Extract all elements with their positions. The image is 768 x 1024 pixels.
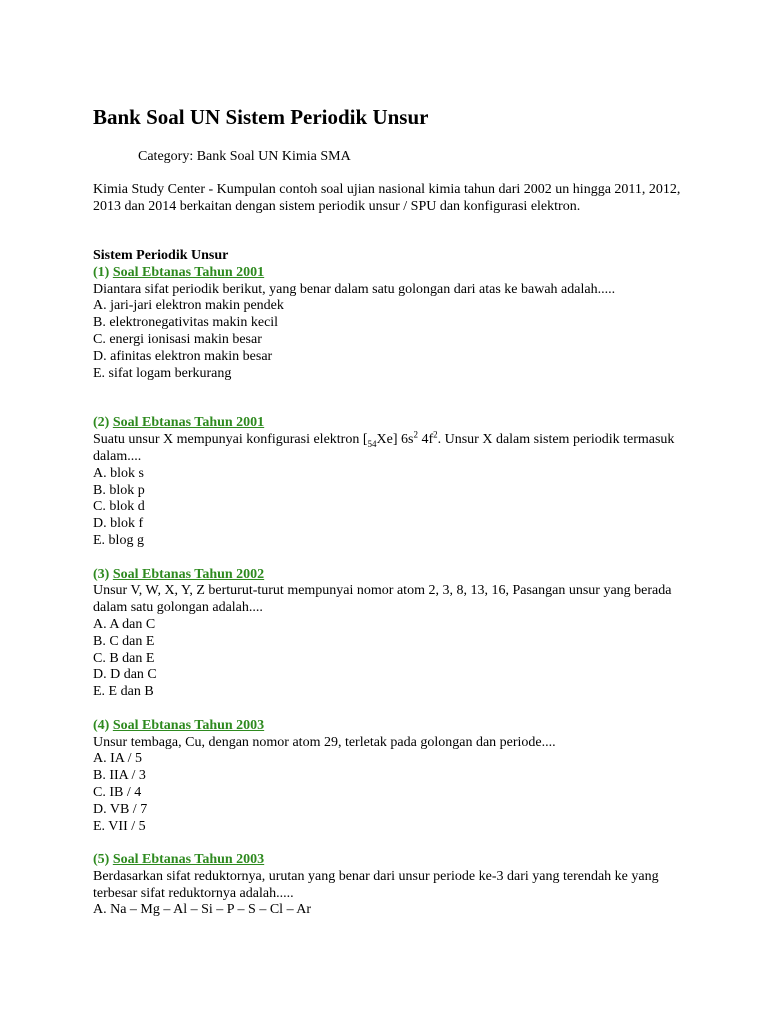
question-header bbox=[93, 415, 693, 432]
question-text: Berdasarkan sifat reduktornya, urutan yang benar dari unsur periode ke-3 dari yang terendah ke yang terbesar sifat reduktornya adalah..... bbox=[93, 868, 659, 901]
question-source-link[interactable]: Soal Ebtanas Tahun 2001 bbox=[112, 264, 265, 280]
answer-option: E. sifat logam berkurang bbox=[93, 365, 232, 381]
answer-option: D. blok f bbox=[93, 516, 144, 532]
superscript: 2 bbox=[413, 429, 418, 440]
question-number: (4) bbox=[93, 717, 110, 733]
question-source-link[interactable]: Soal Ebtanas Tahun 2002 bbox=[112, 566, 265, 582]
question-header bbox=[93, 265, 693, 282]
question-header bbox=[93, 718, 693, 735]
section-title: Sistem Periodik Unsur bbox=[93, 248, 229, 263]
question-source-link[interactable]: Soal Ebtanas Tahun 2003 bbox=[112, 852, 265, 868]
question-text bbox=[93, 429, 693, 466]
question-header bbox=[93, 567, 693, 584]
page-title: Bank Soal UN Sistem Periodik Unsur bbox=[93, 105, 429, 129]
question-5 bbox=[93, 852, 693, 919]
answer-option: C. energi ionisasi makin besar bbox=[93, 331, 262, 347]
answer-option: D. VB / 7 bbox=[93, 801, 148, 817]
question-source-link[interactable]: Soal Ebtanas Tahun 2003 bbox=[112, 717, 265, 733]
question-text-part: Xe] 6s bbox=[376, 432, 414, 448]
answer-option: D. D dan C bbox=[93, 667, 157, 683]
answer-option: B. blok p bbox=[93, 482, 145, 498]
answer-option: D. afinitas elektron makin besar bbox=[93, 348, 273, 364]
question-number: (1) bbox=[93, 264, 110, 280]
question-number: (3) bbox=[93, 566, 110, 582]
answer-option: E. blog g bbox=[93, 532, 144, 548]
question-source-link[interactable]: Soal Ebtanas Tahun 2001 bbox=[112, 415, 265, 431]
question-text-part: . Unsur X dalam sistem periodik termasuk dalam.... bbox=[93, 432, 675, 464]
question-text-part: Suatu unsur X mempunyai konfigurasi elektron [ bbox=[93, 432, 368, 448]
question-1 bbox=[93, 265, 693, 383]
answer-option: B. IIA / 3 bbox=[93, 768, 146, 784]
answer-option: E. E dan B bbox=[93, 684, 154, 700]
answer-option: A. Na – Mg – Al – Si – P – S – Cl – Ar bbox=[93, 902, 312, 918]
answer-option: A. IA / 5 bbox=[93, 751, 142, 767]
question-text: Diantara sifat periodik berikut, yang benar dalam satu golongan dari atas ke bawah adalah..... bbox=[93, 281, 616, 297]
answer-option: C. blok d bbox=[93, 499, 145, 515]
answer-option: E. VII / 5 bbox=[93, 818, 146, 834]
questions-content bbox=[93, 248, 693, 919]
question-number: (2) bbox=[93, 415, 110, 431]
question-3 bbox=[93, 567, 693, 701]
answer-option: A. A dan C bbox=[93, 616, 156, 632]
question-2 bbox=[93, 415, 693, 549]
question-4 bbox=[93, 718, 693, 836]
question-text-part: 4f bbox=[417, 432, 434, 448]
answer-option: B. C dan E bbox=[93, 633, 155, 649]
answer-option: C. B dan E bbox=[93, 650, 155, 666]
question-number: (5) bbox=[93, 852, 110, 868]
subscript: 54 bbox=[367, 438, 377, 449]
question-text: Unsur tembaga, Cu, dengan nomor atom 29, terletak pada golongan dan periode.... bbox=[93, 734, 556, 750]
answer-option: B. elektronegativitas makin kecil bbox=[93, 315, 279, 331]
answer-option: A. blok s bbox=[93, 465, 144, 481]
category-label: Category: Bank Soal UN Kimia SMA bbox=[138, 149, 351, 164]
answer-option: C. IB / 4 bbox=[93, 784, 142, 800]
question-header bbox=[93, 852, 693, 869]
question-text: Unsur V, W, X, Y, Z berturut-turut mempunyai nomor atom 2, 3, 8, 13, 16, Pasangan unsur yang berada dalam satu golongan adalah.... bbox=[93, 583, 672, 616]
superscript: 2 bbox=[433, 429, 438, 440]
intro-paragraph: Kimia Study Center - Kumpulan contoh soal ujian nasional kimia tahun dari 2002 un hingga 2011, 2012, 2013 dan 2014 berkaitan dengan sistem periodik unsur / SPU dan konfigurasi elektron. bbox=[93, 182, 681, 214]
answer-option: A. jari-jari elektron makin pendek bbox=[93, 298, 284, 314]
